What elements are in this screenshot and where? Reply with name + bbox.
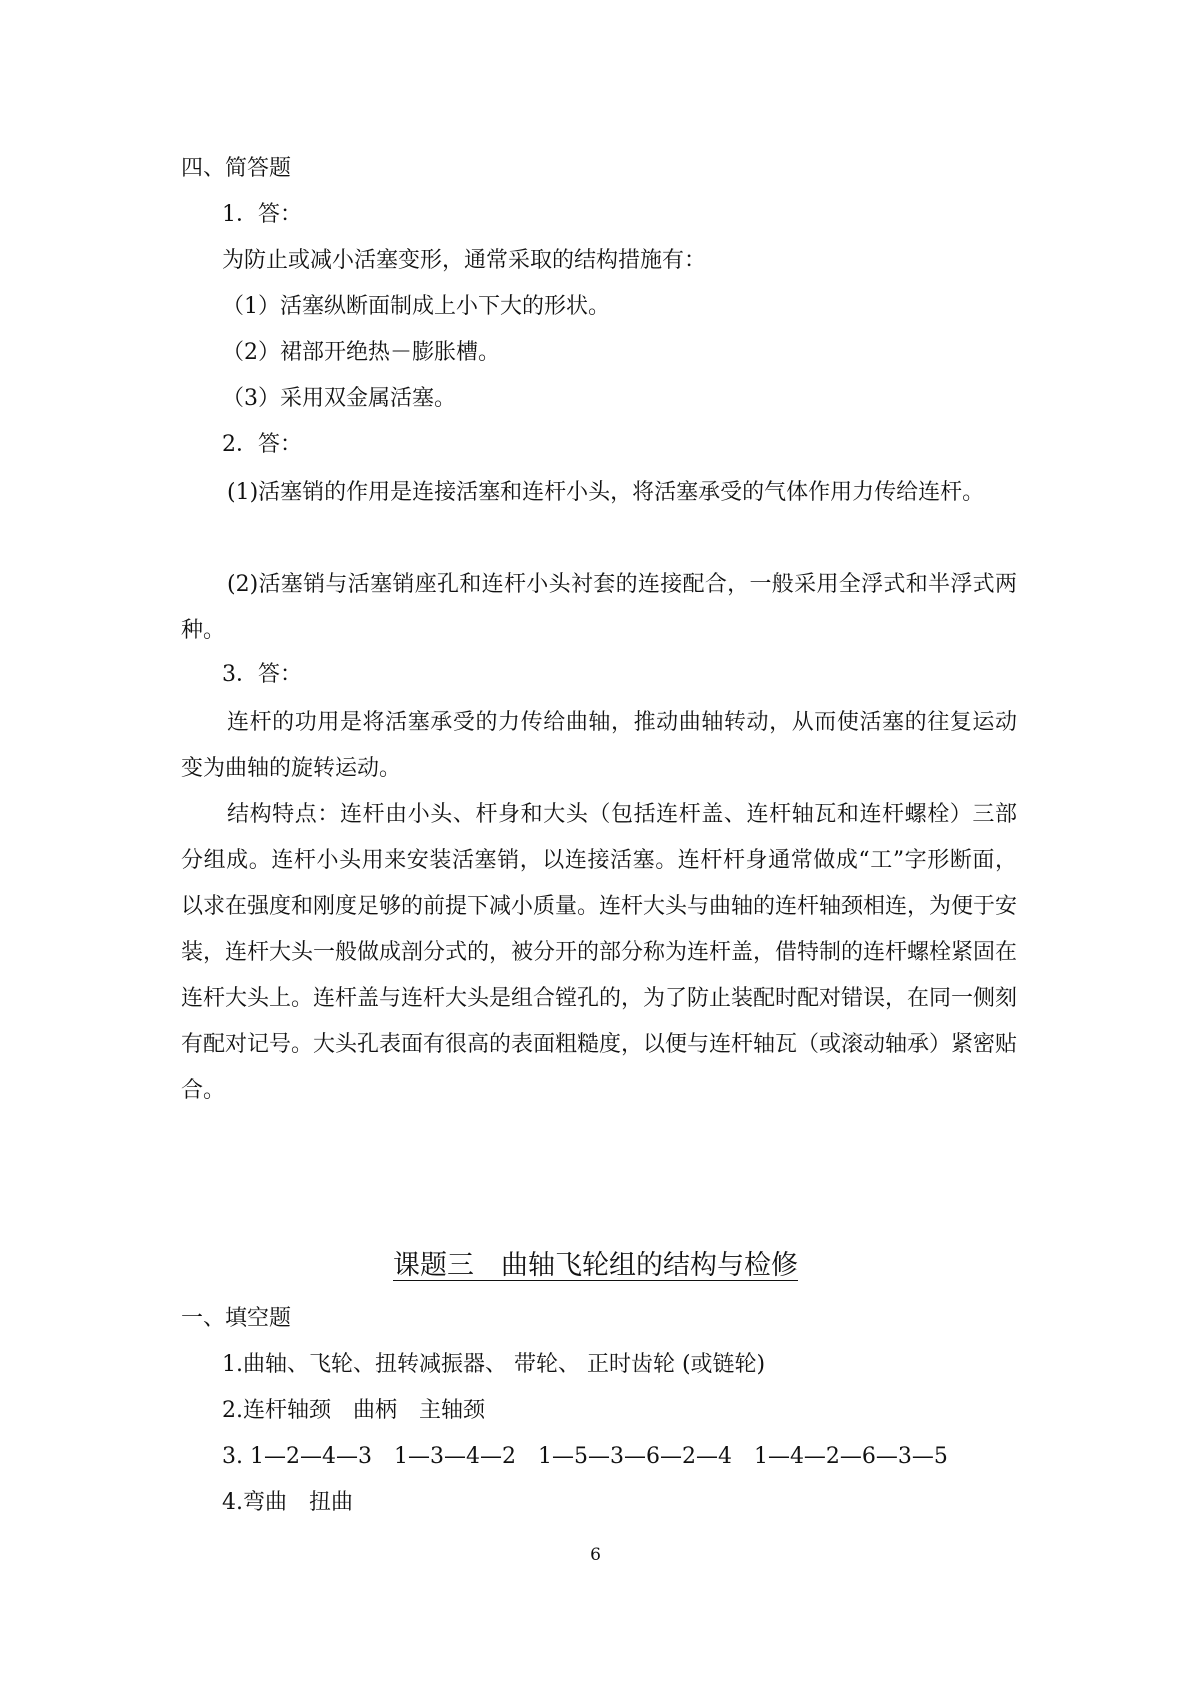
answer-1-item-1: （1）活塞纵断面制成上小下大的形状。 <box>222 294 610 319</box>
fill-answer-4: 4.弯曲 扭曲 <box>222 1490 353 1515</box>
answer-3-paragraph-1: 连杆的功用是将活塞承受的力传给曲轴，推动曲轴转动，从而使活塞的往复运动变为曲轴的旋转运动。 <box>181 710 1017 781</box>
answer-3-label: 3．答： <box>222 662 302 687</box>
answer-2-label: 2．答： <box>222 432 302 457</box>
lesson-title <box>0 1248 1191 1284</box>
fill-answer-3: 3. 1—2—4—3 1—3—4—2 1—5—3—6—2—4 1—4—2—6—3—5 <box>222 1444 948 1469</box>
answer-2-paragraph-2: (2)活塞销与活塞销座孔和连杆小头衬套的连接配合，一般采用全浮式和半浮式两种。 <box>181 572 1017 643</box>
lesson-title-text: 课题三 曲轴飞轮组的结构与检修 <box>393 1250 798 1281</box>
section-heading-fill-in: 一、填空题 <box>181 1306 292 1331</box>
answer-1-intro: 为防止或减小活塞变形，通常采取的结构措施有： <box>222 248 707 273</box>
answer-3-paragraph-2: 结构特点：连杆由小头、杆身和大头（包括连杆盖、连杆轴瓦和连杆螺栓）三部分组成。连杆小头用来安装活塞销，以连接活塞。连杆杆身通常做成“工”字形断面，以求在强度和刚度足够的前提下减小质量。连杆大头与曲轴的连杆轴颈相连，为便于安装，连杆大头一般做成剖分式的，被分开的部分称为连杆盖，借特制的连杆螺栓紧固在连杆大头上。连杆盖与连杆大头是组合镗孔的，为了防止装配时配对错误，在同一侧刻有配对记号。大头孔表面有很高的表面粗糙度，以便与连杆轴瓦（或滚动轴承）紧密贴合。 <box>181 802 1018 1103</box>
answer-1-item-3: （3）采用双金属活塞。 <box>222 386 456 411</box>
answer-2-paragraph-1: (1)活塞销的作用是连接活塞和连杆小头，将活塞承受的气体作用力传给连杆。 <box>227 480 985 505</box>
section-heading-short-answer: 四、简答题 <box>181 156 292 181</box>
page-number: 6 <box>590 1545 601 1565</box>
answer-1-label: 1．答： <box>222 202 302 227</box>
fill-answer-2: 2.连杆轴颈 曲柄 主轴颈 <box>222 1398 485 1423</box>
fill-answer-1: 1.曲轴、飞轮、扭转减振器、 带轮、 正时齿轮 (或链轮) <box>222 1352 766 1377</box>
answer-1-item-2: （2）裙部开绝热－膨胀槽。 <box>222 340 500 365</box>
